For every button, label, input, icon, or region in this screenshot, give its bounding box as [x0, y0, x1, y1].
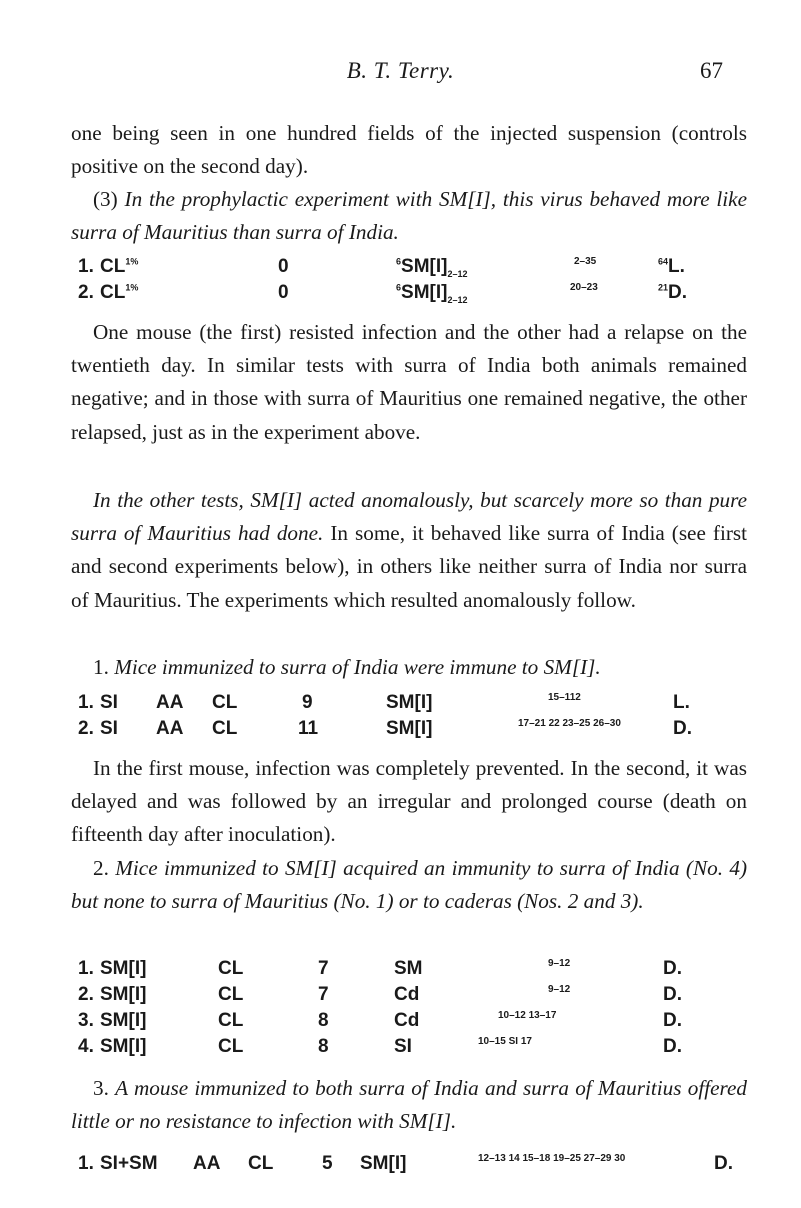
row-result: D. [714, 1153, 733, 1174]
paragraph-5 [71, 752, 747, 852]
row-day: 10–15 SI 17 [478, 1036, 532, 1047]
row-day: 12–13 14 15–18 19–25 27–29 30 [478, 1153, 626, 1164]
row-immunization: SI [100, 718, 118, 739]
item-number: 3. [93, 1076, 116, 1100]
item-number: (3) [93, 187, 125, 211]
protocol-table-b [78, 692, 758, 744]
protocol-row [78, 984, 758, 1010]
row-treatment: CL [218, 1010, 244, 1031]
paragraph-4-italic: In the other tests, SM[I] acted anomalously, but scarcely more so than pure surra of Mauritius had done. [71, 488, 747, 546]
row-treatment: $CL^{1\%}$ [100, 282, 139, 303]
protocol-row [78, 958, 758, 984]
row-virus: SI [394, 1036, 412, 1057]
row-day: 20–23 [570, 282, 598, 293]
row-number: 1. [78, 1153, 94, 1174]
item-1 [71, 651, 747, 684]
row-treatment: $CL^{1\%}$ [100, 256, 139, 277]
paragraph-1-text: one being seen in one hundred fields of the injected suspension (controls positive on the second day). [71, 121, 747, 179]
row-treatment: CL [248, 1153, 274, 1174]
item-2-italic: Mice immunized to SM[I] acquired an immunity to surra of India (No. 4) but none to surra of Mauritius (No. 1) or to caderas (Nos. 2 and 3). [71, 856, 748, 914]
paragraph-1 [71, 117, 747, 183]
protocol-row [78, 1153, 758, 1179]
row-count: 0 [278, 282, 289, 303]
paragraph-5-text: In the first mouse, infection was completely prevented. In the second, it was delayed and was followed by an irregular and prolonged course (death on fifteenth day after inoculation). [71, 756, 747, 847]
row-result: D. [663, 1010, 682, 1031]
row-count: 0 [278, 256, 289, 277]
item-2 [71, 852, 747, 918]
protocol-row [78, 256, 758, 282]
item-3-italic: A mouse immunized to both surra of India and surra of Mauritius offered little or no resistance to infection with SM[I]. [71, 1076, 747, 1134]
paragraph-3-text: One mouse (the first) resisted infection and the other had a relapse on the twentieth day. In similar tests with surra of India both animals remained negative; and in those with surra of Mauritius one remained negative, the other relapsed, just as in the experiment above. [71, 320, 747, 444]
row-immunization: SI+SM [100, 1153, 158, 1174]
protocol-row [78, 1010, 758, 1036]
protocol-row [78, 282, 758, 308]
row-number: 1. [78, 692, 94, 713]
row-agent: AA [193, 1153, 221, 1174]
row-result: L. [673, 692, 690, 713]
row-count: 7 [318, 984, 329, 1005]
row-result: $^{64}$L. [658, 256, 685, 277]
row-immunization: SI [100, 692, 118, 713]
row-treatment: CL [212, 692, 238, 713]
protocol-row [78, 718, 758, 744]
row-agent: AA [156, 692, 184, 713]
row-day: 2–35 [574, 256, 597, 267]
row-virus: SM[I] [386, 718, 433, 739]
row-count: 7 [318, 958, 329, 979]
item-1-italic: Mice immunized to surra of India were immune to SM[I]. [114, 655, 601, 679]
row-day: 9–12 [548, 984, 571, 995]
page-number: 67 [700, 58, 723, 83]
row-immunization: SM[I] [100, 958, 147, 979]
row-count: 8 [318, 1036, 329, 1057]
row-count: 5 [322, 1153, 333, 1174]
row-result: D. [663, 1036, 682, 1057]
row-virus: SM[I] [360, 1153, 407, 1174]
row-virus: SM [394, 958, 423, 979]
protocol-row [78, 1036, 758, 1062]
item-number: 2. [93, 856, 116, 880]
row-virus: Cd [394, 1010, 420, 1031]
row-day: 9–12 [548, 958, 571, 969]
page-header [0, 58, 801, 88]
row-result: D. [663, 958, 682, 979]
row-count: 11 [298, 718, 319, 739]
row-result: D. [673, 718, 692, 739]
paragraph-4 [71, 484, 747, 617]
row-treatment: CL [212, 718, 238, 739]
row-number: 4. [78, 1036, 94, 1057]
row-number: 2. [78, 282, 94, 303]
row-virus: $^6SM[I]_{2-12}$ [396, 256, 468, 279]
row-agent: AA [156, 718, 184, 739]
row-day: 17–21 22 23–25 26–30 [518, 718, 621, 729]
row-number: 1. [78, 958, 94, 979]
row-immunization: SM[I] [100, 1010, 147, 1031]
protocol-row [78, 692, 758, 718]
row-virus: $^6SM[I]_{2-12}$ [396, 282, 468, 305]
row-count: 9 [302, 692, 313, 713]
row-immunization: SM[I] [100, 984, 147, 1005]
protocol-table-a [78, 256, 758, 308]
row-treatment: CL [218, 1036, 244, 1057]
paragraph-2-italic: In the prophylactic experiment with SM[I], this virus behaved more like surra of Mauritius than surra of India. [71, 187, 747, 245]
row-immunization: SM[I] [100, 1036, 147, 1057]
row-treatment: CL [218, 958, 244, 979]
paragraph-2 [71, 183, 747, 249]
row-result: $^{21}$D. [658, 282, 688, 303]
row-virus: Cd [394, 984, 420, 1005]
protocol-table-c [78, 958, 758, 1062]
row-number: 3. [78, 1010, 94, 1031]
row-number: 1. [78, 256, 94, 277]
protocol-table-d [78, 1153, 758, 1179]
paragraph-4-text: In some, it behaved like surra of India (see first and second experiments below), in others like neither surra of India nor surra of Mauritius. The experiments which resulted anomalously follow. [71, 521, 748, 612]
row-day: 10–12 13–17 [498, 1010, 557, 1021]
row-result: D. [663, 984, 682, 1005]
item-number: 1. [93, 655, 115, 679]
row-treatment: CL [218, 984, 244, 1005]
row-day: 15–112 [548, 692, 581, 703]
item-3 [71, 1072, 747, 1138]
row-number: 2. [78, 718, 94, 739]
row-count: 8 [318, 1010, 329, 1031]
paragraph-3 [71, 316, 747, 449]
running-head: B. T. Terry. [346, 58, 455, 83]
row-number: 2. [78, 984, 94, 1005]
row-virus: SM[I] [386, 692, 433, 713]
